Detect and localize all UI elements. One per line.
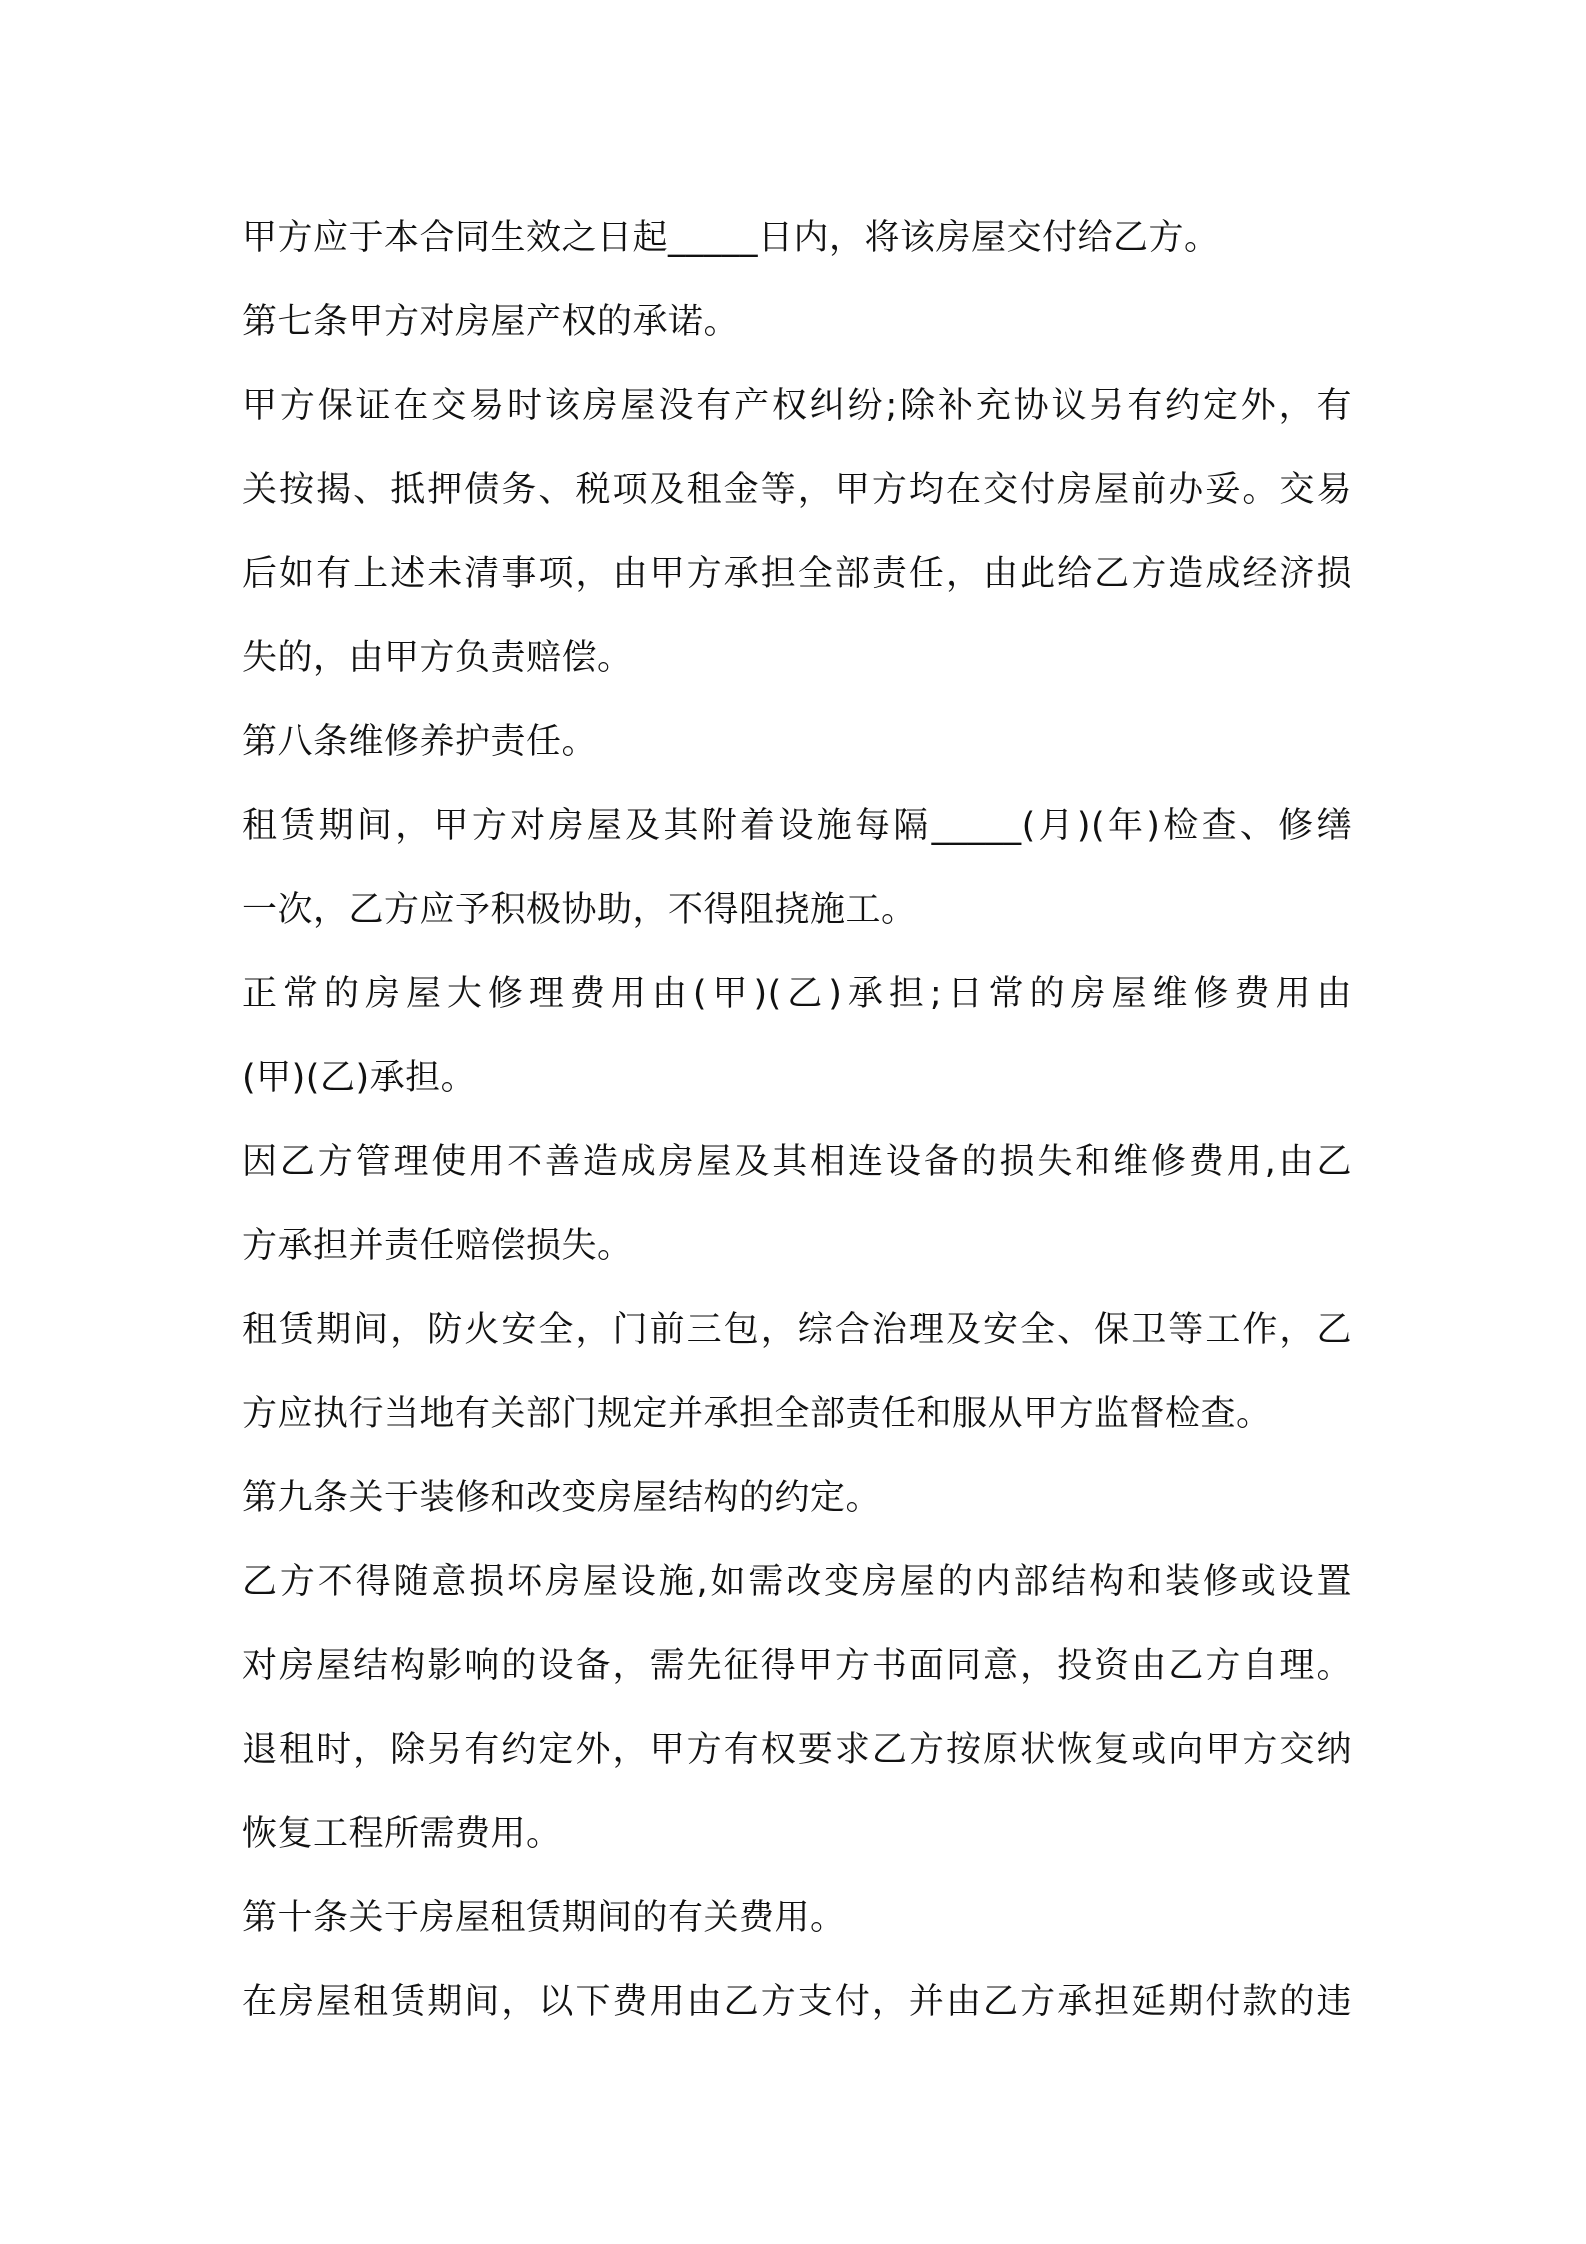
paragraph-line: 恢复工程所需费用。 <box>242 1814 562 1854</box>
paragraph-line: 一次，乙方应予积极协助，不得阻挠施工。 <box>242 890 917 930</box>
paragraph-line: 租赁期间，防火安全，门前三包，综合治理及安全、保卫等工作，乙 <box>242 1310 1352 1350</box>
paragraph-line: 对房屋结构影响的设备，需先征得甲方书面同意，投资由乙方自理。 <box>242 1646 1352 1686</box>
paragraph-line: 因乙方管理使用不善造成房屋及其相连设备的损失和维修费用,由乙 <box>242 1142 1352 1182</box>
article-heading: 第九条关于装修和改变房屋结构的约定。 <box>242 1478 882 1518</box>
document-body <box>242 196 1352 2044</box>
paragraph-line: 方承担并责任赔偿损失。 <box>242 1226 633 1266</box>
paragraph-line: 失的，由甲方负责赔偿。 <box>242 638 633 678</box>
article-heading: 第十条关于房屋租赁期间的有关费用。 <box>242 1898 846 1938</box>
article-heading: 第七条甲方对房屋产权的承诺。 <box>242 302 740 342</box>
paragraph-line: 甲方保证在交易时该房屋没有产权纠纷;除补充协议另有约定外，有 <box>242 386 1352 426</box>
paragraph-line: (甲)(乙)承担。 <box>242 1058 477 1098</box>
paragraph-line: 方应执行当地有关部门规定并承担全部责任和服从甲方监督检查。 <box>242 1394 1272 1434</box>
paragraph-line: 后如有上述未清事项，由甲方承担全部责任，由此给乙方造成经济损 <box>242 554 1352 594</box>
paragraph-line: 关按揭、抵押债务、税项及租金等，甲方均在交付房屋前办妥。交易 <box>242 470 1352 510</box>
paragraph-line: 退租时，除另有约定外，甲方有权要求乙方按原状恢复或向甲方交纳 <box>242 1730 1352 1770</box>
paragraph-line: 在房屋租赁期间，以下费用由乙方支付，并由乙方承担延期付款的违 <box>242 1982 1352 2022</box>
paragraph-line: 正常的房屋大修理费用由(甲)(乙)承担;日常的房屋维修费用由 <box>242 974 1352 1014</box>
paragraph-line: 乙方不得随意损坏房屋设施,如需改变房屋的内部结构和装修或设置 <box>242 1562 1352 1602</box>
paragraph-line: 租赁期间，甲方对房屋及其附着设施每隔_____(月)(年)检查、修缮 <box>242 806 1352 846</box>
article-heading: 第八条维修养护责任。 <box>242 722 598 762</box>
paragraph-line: 甲方应于本合同生效之日起_____日内，将该房屋交付给乙方。 <box>242 218 1220 258</box>
